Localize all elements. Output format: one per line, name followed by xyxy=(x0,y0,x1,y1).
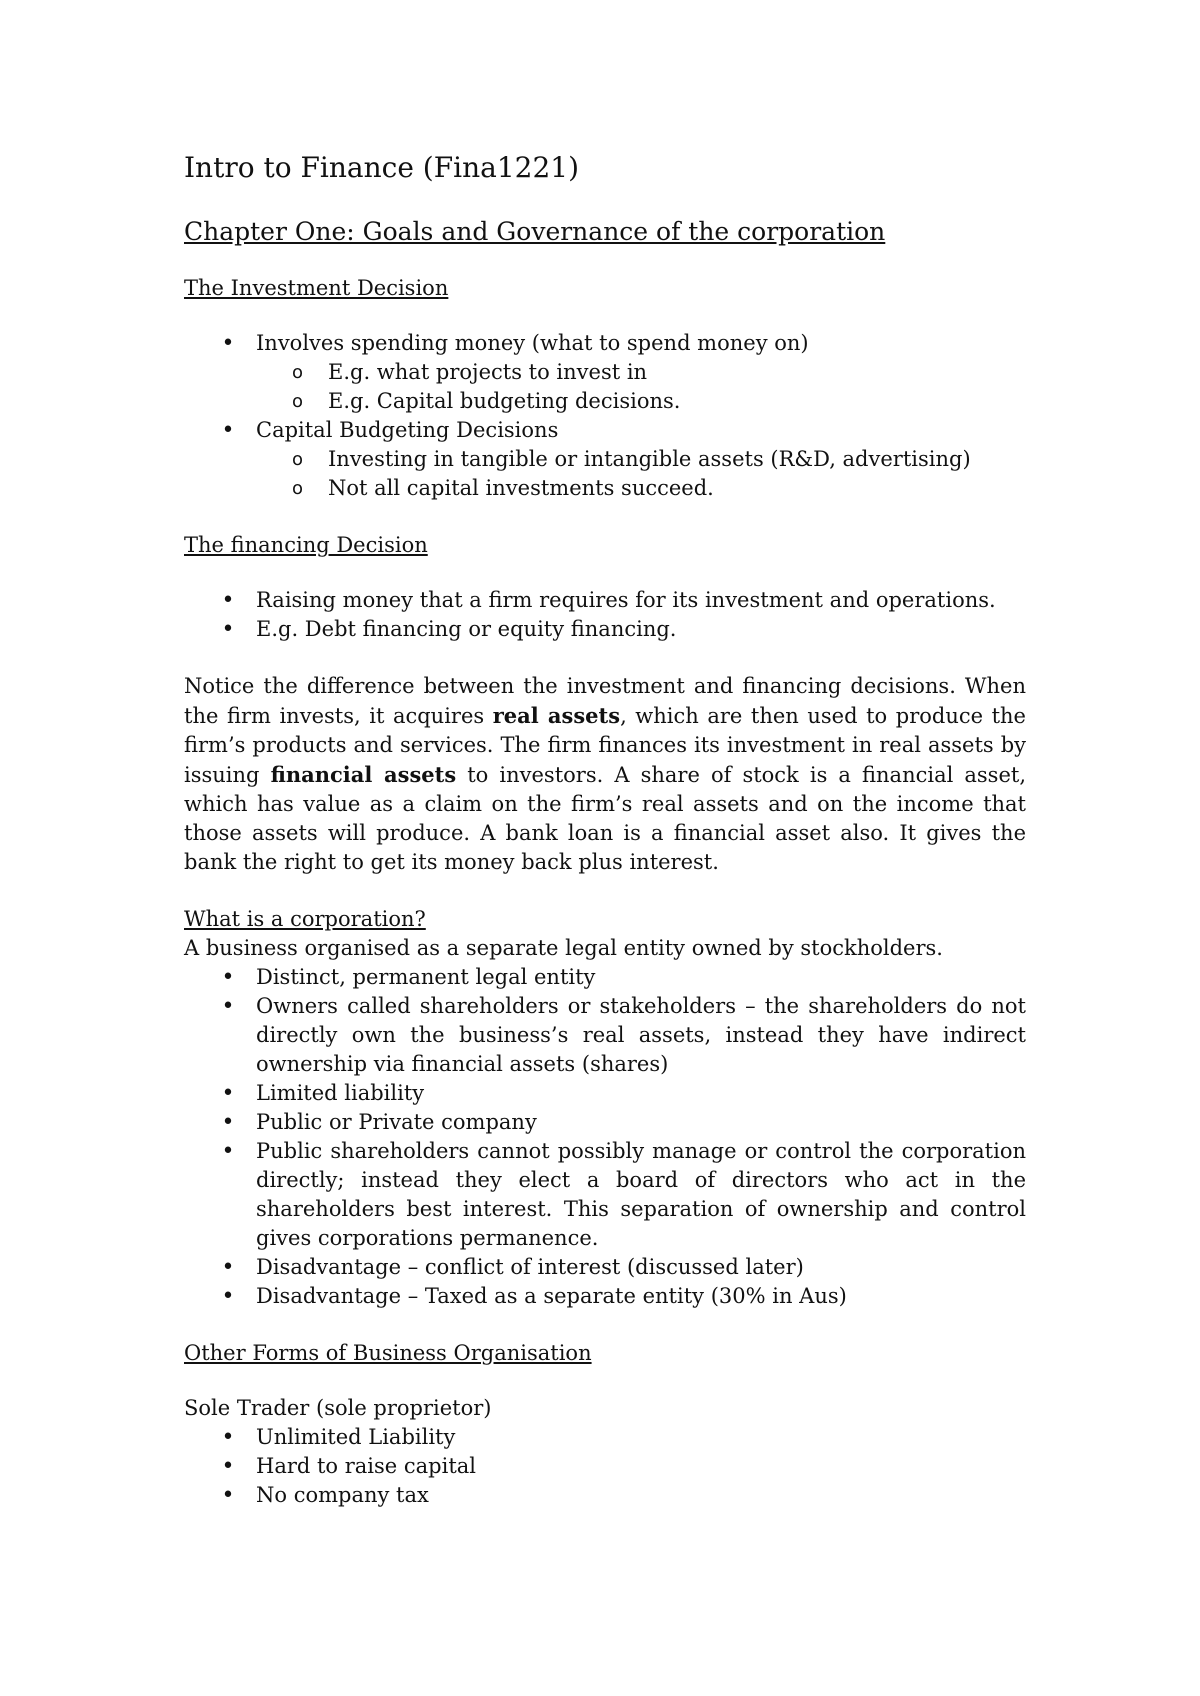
corporation-heading: What is a corporation? xyxy=(184,907,426,931)
bullet-icon: • xyxy=(221,965,235,990)
spacer xyxy=(184,1311,1026,1339)
spacer xyxy=(184,560,1026,586)
sub-list xyxy=(256,445,1026,503)
list-item-text: Disadvantage – conflict of interest (discussed later) xyxy=(256,1255,804,1279)
other-forms-heading: Other Forms of Business Organisation xyxy=(184,1341,592,1365)
sub-list-item xyxy=(256,358,1026,387)
list-item xyxy=(184,963,1026,992)
list-item-text: Hard to raise capital xyxy=(256,1454,477,1478)
circle-bullet-icon: o xyxy=(292,391,304,412)
document-title: Intro to Finance (Fina1221) xyxy=(184,151,580,184)
bullet-icon: • xyxy=(221,617,235,642)
sub-list-item xyxy=(256,387,1026,416)
list-item xyxy=(184,615,1026,644)
sub-list-item xyxy=(256,445,1026,474)
list-item-text: No company tax xyxy=(256,1483,429,1507)
bullet-icon: • xyxy=(221,418,235,443)
list-item xyxy=(184,1253,1026,1282)
list-item xyxy=(184,1108,1026,1137)
sub-list-item-text: Investing in tangible or intangible assets (R&D, advertising) xyxy=(328,447,971,471)
list-item xyxy=(184,586,1026,615)
bullet-icon: • xyxy=(221,1483,235,1508)
bullet-icon: • xyxy=(221,331,235,356)
investment-decision-list xyxy=(184,329,1026,503)
list-item xyxy=(184,416,1026,503)
list-item-text: Raising money that a firm requires for its investment and operations. xyxy=(256,588,996,612)
list-item xyxy=(184,1137,1026,1253)
bullet-icon: • xyxy=(221,1139,235,1164)
financing-decision-heading: The financing Decision xyxy=(184,533,428,557)
document-content xyxy=(184,150,1026,1510)
list-item-text: Limited liability xyxy=(256,1081,425,1105)
bullet-icon: • xyxy=(221,1110,235,1135)
real-assets-term: real assets xyxy=(492,703,621,728)
sole-trader-label: Sole Trader (sole proprietor) xyxy=(184,1396,492,1420)
financing-decision-list xyxy=(184,586,1026,644)
sub-list-item-text: E.g. Capital budgeting decisions. xyxy=(328,389,681,413)
sub-list-item-text: Not all capital investments succeed. xyxy=(328,476,714,500)
list-item xyxy=(184,1079,1026,1108)
spacer xyxy=(184,503,1026,531)
circle-bullet-icon: o xyxy=(292,449,304,470)
list-item-text: Disadvantage – Taxed as a separate entity (30% in Aus) xyxy=(256,1284,847,1308)
sub-list xyxy=(256,358,1026,416)
circle-bullet-icon: o xyxy=(292,478,304,499)
list-item xyxy=(184,1282,1026,1311)
list-item xyxy=(184,1481,1026,1510)
bullet-icon: • xyxy=(221,994,235,1019)
bullet-icon: • xyxy=(221,1081,235,1106)
sub-list-item-text: E.g. what projects to invest in xyxy=(328,360,648,384)
bullet-icon: • xyxy=(221,1454,235,1479)
spacer xyxy=(184,644,1026,672)
list-item-text: Owners called shareholders or stakeholders – the shareholders do not directly own the business’s real assets, instead they have indirect ownership via financial assets (shares) xyxy=(256,994,1026,1076)
paragraph-text: to investors. A share of stock is a financial asset, which has value as a claim on the firm’s real assets and on the income that those assets will produce. A bank loan is a financial asset also. It gives the bank the right to get its money back plus interest. xyxy=(184,763,1026,874)
corporation-list xyxy=(184,963,1026,1311)
list-item-text: Public or Private company xyxy=(256,1110,537,1134)
sole-trader-list xyxy=(184,1423,1026,1510)
list-item-text: Capital Budgeting Decisions xyxy=(256,418,559,442)
sub-list-item xyxy=(256,474,1026,503)
bullet-icon: • xyxy=(221,1255,235,1280)
list-item xyxy=(184,329,1026,416)
list-item xyxy=(184,1423,1026,1452)
bullet-icon: • xyxy=(221,588,235,613)
spacer xyxy=(184,303,1026,329)
spacer xyxy=(184,877,1026,905)
financial-assets-term: financial assets xyxy=(270,762,457,787)
investment-decision-heading: The Investment Decision xyxy=(184,276,449,300)
list-item-text: E.g. Debt financing or equity financing. xyxy=(256,617,677,641)
paragraph-text: , which are then used to produce the firm’s products and services. The firm finances its investment in real assets by issuing xyxy=(184,704,1026,787)
bullet-icon: • xyxy=(221,1425,235,1450)
list-item-text: Public shareholders cannot possibly manage or control the corporation directly; instead they elect a board of directors who act in the shareholders best interest. This separation of ownership and control gives corporations permanence. xyxy=(256,1139,1026,1250)
list-item xyxy=(184,992,1026,1079)
list-item xyxy=(184,1452,1026,1481)
list-item-text: Distinct, permanent legal entity xyxy=(256,965,596,989)
circle-bullet-icon: o xyxy=(292,362,304,383)
corporation-definition: A business organised as a separate legal entity owned by stockholders. xyxy=(184,936,943,960)
spacer xyxy=(184,1368,1026,1394)
chapter-title: Chapter One: Goals and Governance of the corporation xyxy=(184,217,886,246)
list-item-text: Unlimited Liability xyxy=(256,1425,456,1449)
list-item-text: Involves spending money (what to spend money on) xyxy=(256,331,809,355)
notice-paragraph xyxy=(184,672,1026,877)
paragraph-text: Notice the difference between the investment and financing decisions. When the firm invests, it acquires xyxy=(184,674,1026,728)
bullet-icon: • xyxy=(221,1284,235,1309)
